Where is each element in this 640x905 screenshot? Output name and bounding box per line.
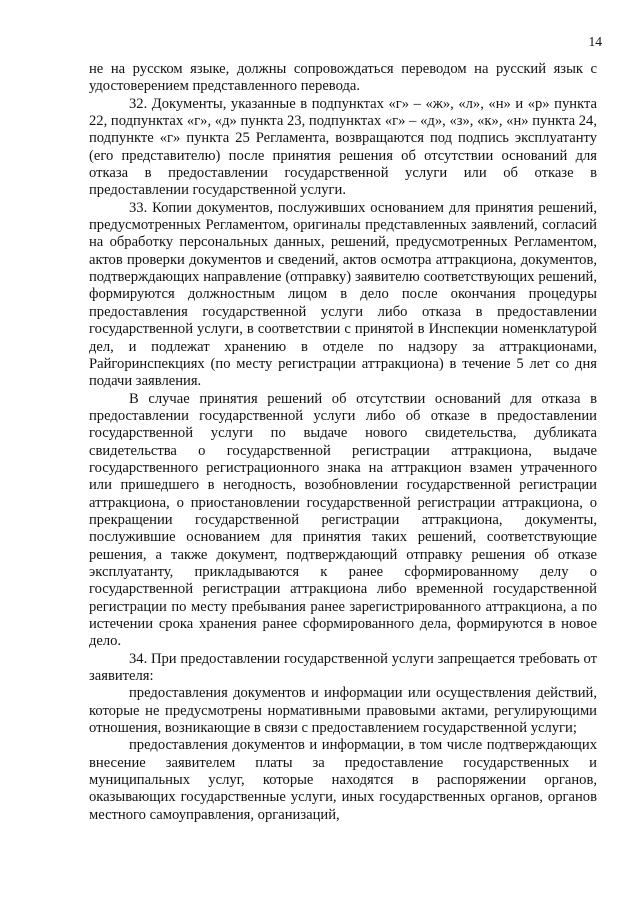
paragraph-prohibition-2: предоставления документов и информации, в том числе подтверждающих внесение заявителем платы за предоставление государственных и муниципальных услуг, которые находятся в распоряжении органов, оказывающих государственные услуги, иных государственных органов, органов местного самоуправления, организаций, bbox=[89, 737, 597, 823]
document-body bbox=[89, 61, 597, 824]
paragraph-item-32: 32. Документы, указанные в подпунктах «г» – «ж», «л», «н» и «р» пункта 22, подпунктах «г», «д» пункта 23, подпунктах «г» – «д», «з», «к», «н» пункта 24, подпункте «г» пункта 25 Регламента, возвращаются под подпись эксплуатанту (его представителю) после принятия решения об отсутствии оснований для отказа в предоставлении государственной услуги или об отказе в предоставлении государственной услуги. bbox=[89, 95, 597, 199]
paragraph-continuation: не на русском языке, должны сопровождаться переводом на русский язык с удостоверением представленного перевода. bbox=[89, 61, 597, 95]
page-number: 14 bbox=[588, 34, 602, 49]
paragraph-prohibition-1: предоставления документов и информации или осуществления действий, которые не предусмотрены нормативными правовыми актами, регулирующими отношения, возникающие в связи с предоставлением государственной услуги; bbox=[89, 685, 597, 737]
paragraph-item-34: 34. При предоставлении государственной услуги запрещается требовать от заявителя: bbox=[89, 650, 597, 685]
paragraph-decision-case: В случае принятия решений об отсутствии оснований для отказа в предоставлении государственной услуги либо об отказе в предоставлении государственной услуги по выдаче нового свидетельства, дубликата свидетельства о государственной регистрации аттракциона, выдаче государственного регистрационного знака на аттракцион взамен утраченного или пришедшего в негодность, возобновлении государственной регистрации аттракциона, о приостановлении государственной регистрации аттракциона, о прекращении государственной регистрации аттракциона, документы, послужившие основанием для принятия таких решений, соответствующие решения, а также документ, подтверждающий отправку решения об отказе эксплуатанту, прикладываются к ранее сформированному делу о государственной регистрации аттракциона либо временной государственной регистрации по месту пребывания ранее зарегистрированного аттракциона, а по истечении срока хранения ранее сформированного дела, формируются в новое дело. bbox=[89, 390, 597, 650]
paragraph-item-33: 33. Копии документов, послуживших основанием для принятия решений, предусмотренных Регламентом, оригиналы представленных заявлений, согласий на обработку персональных данных, решений, предусмотренных Регламентом, актов проверки документов и сведений, актов осмотра аттракциона, документов, подтверждающих направление (отправку) заявителю соответствующих решений, формируются должностным лицом в дело после окончания процедуры предоставления государственной услуги либо отказа в предоставлении государственной услуги, в соответствии с принятой в Инспекции номенклатурой дел, и подлежат хранению в отделе по надзору за аттракционами, Райгоринспекциях (по месту регистрации аттракциона) в течение 5 лет со дня подачи заявления. bbox=[89, 199, 597, 390]
